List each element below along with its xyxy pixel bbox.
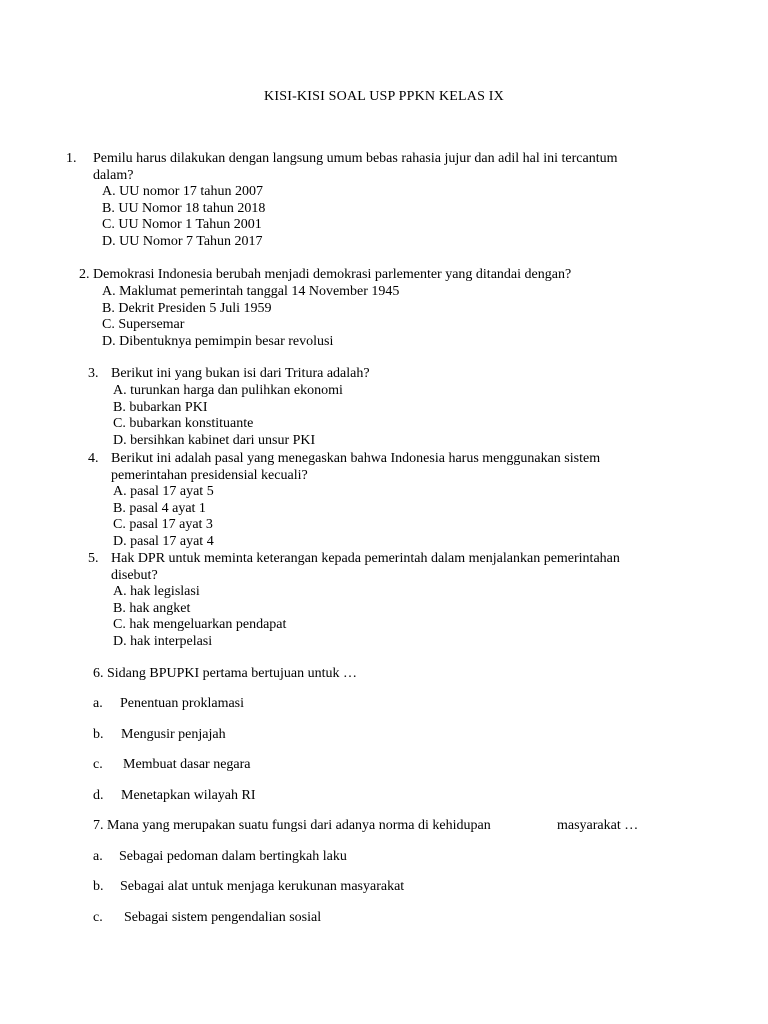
option-b: B. Dekrit Presiden 5 Juli 1959 bbox=[102, 300, 272, 316]
question-1 bbox=[66, 151, 706, 251]
option-letter: d. bbox=[93, 788, 104, 803]
question-7-stem-continued bbox=[557, 818, 638, 835]
option-text: Sebagai pedoman dalam bertingkah laku bbox=[119, 849, 347, 864]
option-text: Penentuan proklamasi bbox=[120, 696, 245, 711]
option-d: D. Dibentuknya pemimpin besar revolusi bbox=[102, 333, 334, 349]
option-b: B. UU Nomor 18 tahun 2018 bbox=[102, 200, 266, 216]
option-b: B. hak angket bbox=[113, 600, 191, 616]
option-letter: b. bbox=[93, 727, 104, 742]
document-title: KISI-KISI SOAL USP PPKN KELAS IX bbox=[264, 89, 504, 104]
option-list bbox=[102, 184, 265, 250]
question-number: 4. bbox=[88, 451, 99, 466]
option-letter: a. bbox=[93, 849, 103, 864]
option-c: C. pasal 17 ayat 3 bbox=[113, 517, 213, 532]
question-stem-part: 7. Mana yang merupakan suatu fungsi dari adanya norma di kehidupan bbox=[93, 818, 491, 833]
option-d: D. bersihkan kabinet dari unsur PKI bbox=[113, 432, 316, 448]
option-text: Membuat dasar negara bbox=[123, 757, 251, 772]
option-a: A. turunkan harga dan pulihkan ekonomi bbox=[113, 383, 343, 398]
question-stem: Berikut ini yang bukan isi dari Tritura adalah? bbox=[111, 366, 370, 381]
option-b: B. pasal 4 ayat 1 bbox=[113, 500, 206, 516]
question-number: 1. bbox=[66, 151, 77, 166]
option-letter: c. bbox=[93, 910, 103, 925]
question-5 bbox=[88, 551, 688, 651]
question-7-stem bbox=[93, 818, 491, 835]
option-d: D. UU Nomor 7 Tahun 2017 bbox=[102, 233, 263, 249]
option-c: C. UU Nomor 1 Tahun 2001 bbox=[102, 217, 262, 232]
option-list bbox=[113, 584, 286, 650]
option-letter: c. bbox=[93, 757, 103, 772]
option-list bbox=[102, 284, 399, 350]
question-stem-line: Berikut ini adalah pasal yang menegaskan bahwa Indonesia harus menggunakan sistem bbox=[111, 451, 601, 466]
option-b: B. bubarkan PKI bbox=[113, 399, 208, 415]
question-stem-line: pemerintahan presidensial kecuali? bbox=[111, 467, 308, 483]
question-stem-line: dalam? bbox=[93, 167, 134, 183]
option-c: C. Supersemar bbox=[102, 317, 185, 332]
option-d: D. hak interpelasi bbox=[113, 633, 213, 649]
question-stem bbox=[93, 151, 693, 184]
option-a: A. UU nomor 17 tahun 2007 bbox=[102, 184, 263, 199]
option-a: A. Maklumat pemerintah tanggal 14 November 1945 bbox=[102, 284, 400, 299]
option-text: Menetapkan wilayah RI bbox=[121, 788, 256, 803]
question-6-stem: 6. Sidang BPUPKI pertama bertujuan untuk … bbox=[93, 666, 358, 681]
question-3 bbox=[88, 366, 688, 450]
question-number: 5. bbox=[88, 551, 99, 566]
option-d: D. pasal 17 ayat 4 bbox=[113, 533, 214, 549]
question-stem-line: Hak DPR untuk meminta keterangan kepada pemerintah dalam menjalankan pemerintahan bbox=[111, 551, 620, 566]
question-4 bbox=[88, 451, 688, 551]
question-number: 3. bbox=[88, 366, 99, 381]
option-text: Sebagai sistem pengendalian sosial bbox=[124, 910, 322, 925]
option-text: Sebagai alat untuk menjaga kerukunan masyarakat bbox=[120, 879, 405, 894]
option-a: A. hak legislasi bbox=[113, 584, 200, 599]
option-list bbox=[113, 484, 214, 550]
question-stem bbox=[111, 451, 600, 484]
question-stem-part: masyarakat … bbox=[557, 818, 639, 833]
option-list bbox=[113, 383, 343, 449]
option-c: C. hak mengeluarkan pendapat bbox=[113, 617, 287, 632]
option-a: A. pasal 17 ayat 5 bbox=[113, 484, 214, 499]
question-2 bbox=[79, 267, 699, 357]
question-stem-line: disebut? bbox=[111, 567, 158, 583]
option-text: Mengusir penjajah bbox=[121, 727, 226, 742]
option-letter: a. bbox=[93, 696, 103, 711]
option-letter: b. bbox=[93, 879, 104, 894]
question-stem bbox=[111, 551, 620, 584]
option-c: C. bubarkan konstituante bbox=[113, 416, 254, 431]
question-stem: 2. Demokrasi Indonesia berubah menjadi demokrasi parlementer yang ditandai dengan? bbox=[79, 267, 572, 282]
question-stem-line: Pemilu harus dilakukan dengan langsung umum bebas rahasia jujur dan adil hal ini tercantum bbox=[93, 151, 618, 166]
